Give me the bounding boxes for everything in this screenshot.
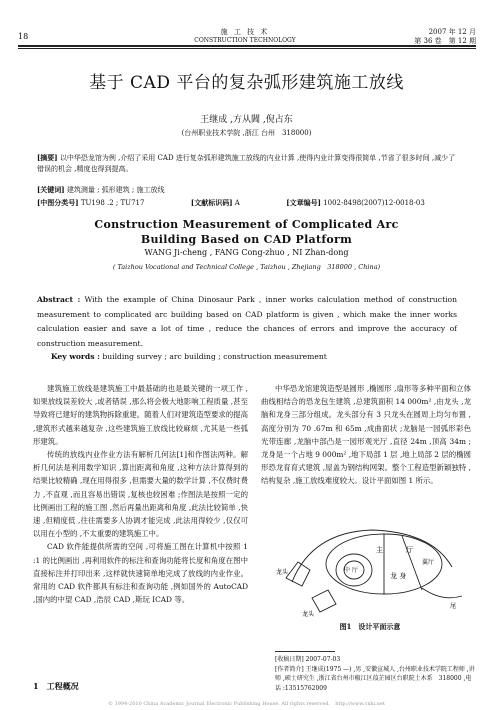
article-id-value: 1002-8498(2007)12-0018-03	[323, 199, 425, 207]
clc-label: [中图分类号]	[37, 198, 79, 207]
authors-en: WANG Ji-cheng , FANG Cong-zhuo , NI Zhan-dong	[144, 248, 349, 257]
keywords-en-label: Key words :	[51, 352, 100, 361]
tail-arc	[422, 588, 462, 598]
dragon-head-left	[286, 562, 310, 586]
label-main: 主	[376, 546, 383, 554]
received-date: [收稿日期] 2007-07-03	[275, 656, 341, 663]
body-paragraph: CAD 软件能提供所需的空间 ,可将施工图在计算机中按照 1 :1 的比例画出 ,再利用软件的标注和查询功能将长度和角度在图中直接标注并打印出来 ,这样就快速简单地完成了放线的内业作业。常用的 CAD 软件都具有标注和查询功能 ,例如国外的 AutoCAD ,国内的中望 CAD ,浩辰 CAD ,斯玩 ICAD 等。	[33, 542, 248, 605]
body-right-column	[261, 382, 471, 488]
classification-line	[37, 197, 457, 209]
keywords-cn	[37, 184, 457, 196]
label-middle-hall: 中 厅	[344, 567, 358, 574]
doc-code-label: [文献标识码]	[190, 198, 233, 207]
journal-title-cn: 施 工 技 术	[220, 28, 270, 36]
header-rule-thin	[18, 48, 476, 49]
article-title: 基于 CAD 平台的复杂弧形建筑施工放线	[89, 73, 404, 93]
body-paragraph: 传统的放线内业作业方法有解析几何法[1]和作图法两种。解析几何法是利用数学知识 ,算出距离和角度 ,这种方法计算得到的结果比较精确 ,现在用得很多 ,但需要大量的数学计算 ,不仅费时费力 ,不直观 ,而且容易出错误 ,复核也较困难 ;作图法是按照一定的比例画出工程的施工图 ,然后再量出距离和角度 ,此法比较简单 ,快速 ,但精度低 ,往往需要多人协调才能完成 ,此法用得较少 ,仅仅可以用在小型的 ,不太重要的建筑施工中。	[33, 450, 248, 539]
authors: 王继成 ,方从閪 ,倪占东	[200, 115, 293, 125]
clc-value: TU198 .2 ; TU717	[80, 199, 145, 207]
keywords-en	[51, 352, 451, 361]
abstract-cn	[37, 152, 457, 175]
abstract-cn-label: [摘要]	[37, 153, 58, 162]
keywords-cn-text: 建筑测量 ; 弧形建筑 ; 施工放线	[66, 186, 165, 194]
abstract-en-text: With the example of China Dinosaur Park , inner works calculation method of construction measurement to complicated arc building based on CAD platform is given , which make the inner works calculation easier and save a lot of time , reduce the chances of errors and improve the accuracy of construction measurement.	[37, 295, 458, 348]
body-paragraph: 中华恐龙馆建筑造型是圆形 ,椭圆形 ,扇形等多种平面和立体曲线相结合的恐龙包生建筑 ,总建筑面积 14 000m² ,由龙头 ,龙脑和龙身三部分组成。龙头部分有 3 只龙头在圆周上均匀布置 ,高度分别为 70 .67m 和 65m ,成曲面状 ;龙脑是一园弧形彩色光带连廊 ,龙脑中部凸是一园形观光厅 ,直径 24m ,顶高 34m ;龙身是一个占地 9 000m² ,地下局部 1 层 ,地上局部 2 层的椭圆形恐龙育育式建筑 ,屋盖为钢结构网架。整个工程造型新颖独特 ,结构复杂 ,施工放线难度较大。设计平面如图 1 所示。	[261, 384, 471, 486]
arc-corridor	[292, 530, 452, 582]
doc-code-value: A	[234, 199, 240, 207]
copyright-notice: © 1994-2010 China Academic Journal Electronic Publishing House. All rights reserved. http://www.cnki.net	[108, 701, 385, 707]
section-heading: 1 工程概况	[33, 681, 79, 691]
body-left-column	[33, 382, 248, 606]
issue-volume: 第 36 卷 第 12 期	[414, 37, 476, 45]
label-dragon-head-1: 龙头	[276, 569, 289, 576]
label-dragon-head-2: 龙头	[302, 611, 315, 618]
abstract-en-label: Abstract :	[37, 295, 81, 304]
affiliation-en: ( Taizhou Vocational and Technical College , Taizhou , Zhejiang 318000 , China)	[112, 263, 381, 271]
label-dragon-body: 龙 身	[390, 572, 407, 580]
keywords-cn-label: [关键词]	[37, 185, 65, 194]
affiliation: (台州职业技术学院 ,浙江 台州 318000)	[181, 129, 312, 137]
label-wing-hall: 翼厅	[422, 559, 435, 566]
figure-caption: 图1 设计平面示意	[339, 622, 401, 631]
author-intro: [作者简介] 王继成(1975 —) ,男 ,安徽宣城人 ,台州职业技术学院工程师 ,讲师 ,硕士研究生 ,浙江省台州市椒江区葭芷园区台职院土木系 318000 ,电话 :13515762009	[275, 665, 475, 692]
page-number: 18	[18, 32, 29, 41]
label-tail: 尾	[450, 603, 457, 610]
journal-title-en: CONSTRUCTION TECHNOLOGY	[194, 37, 296, 44]
abstract-cn-text: 以中华恐龙馆为例 ,介绍了采用 CAD 进行复杂弧形建筑施工放线的内业计算 ,使得内业计算变得很简单 ,节省了很多时间 ,减少了错误的机会 ,精度也得到提高。	[37, 154, 456, 173]
footnote	[275, 655, 475, 693]
footnote-rule	[275, 651, 335, 652]
title-en-line1: Construction Measurement of Complicated Arc	[94, 218, 399, 231]
body-paragraph: 建筑施工放线是建筑施工中最基础的也是最关键的一项工作 ,如果放线误差较大 ,或者错误 ,那么将会极大地影响工程质量 ,甚至导致将已建好的建筑物拆除重建。随着人们对建筑造型要求的提高 ,建筑形式越来越复杂 ,这些建筑施工放线比较麻烦 ,尤其是一些弧形建筑。	[33, 384, 248, 446]
title-en-line2: Building Based on CAD Platform	[140, 233, 353, 246]
design-plan-figure	[272, 512, 472, 620]
issue-date: 2007 年 12 月	[428, 28, 476, 36]
dragon-head-bottom	[312, 590, 336, 612]
abstract-en	[37, 293, 457, 351]
header-rule-thick	[18, 45, 476, 47]
label-hall: 厅	[406, 546, 413, 554]
article-id-label: [文章编号]	[286, 198, 321, 207]
keywords-en-text: building survey ; arc building ; construction measurement	[102, 352, 327, 361]
